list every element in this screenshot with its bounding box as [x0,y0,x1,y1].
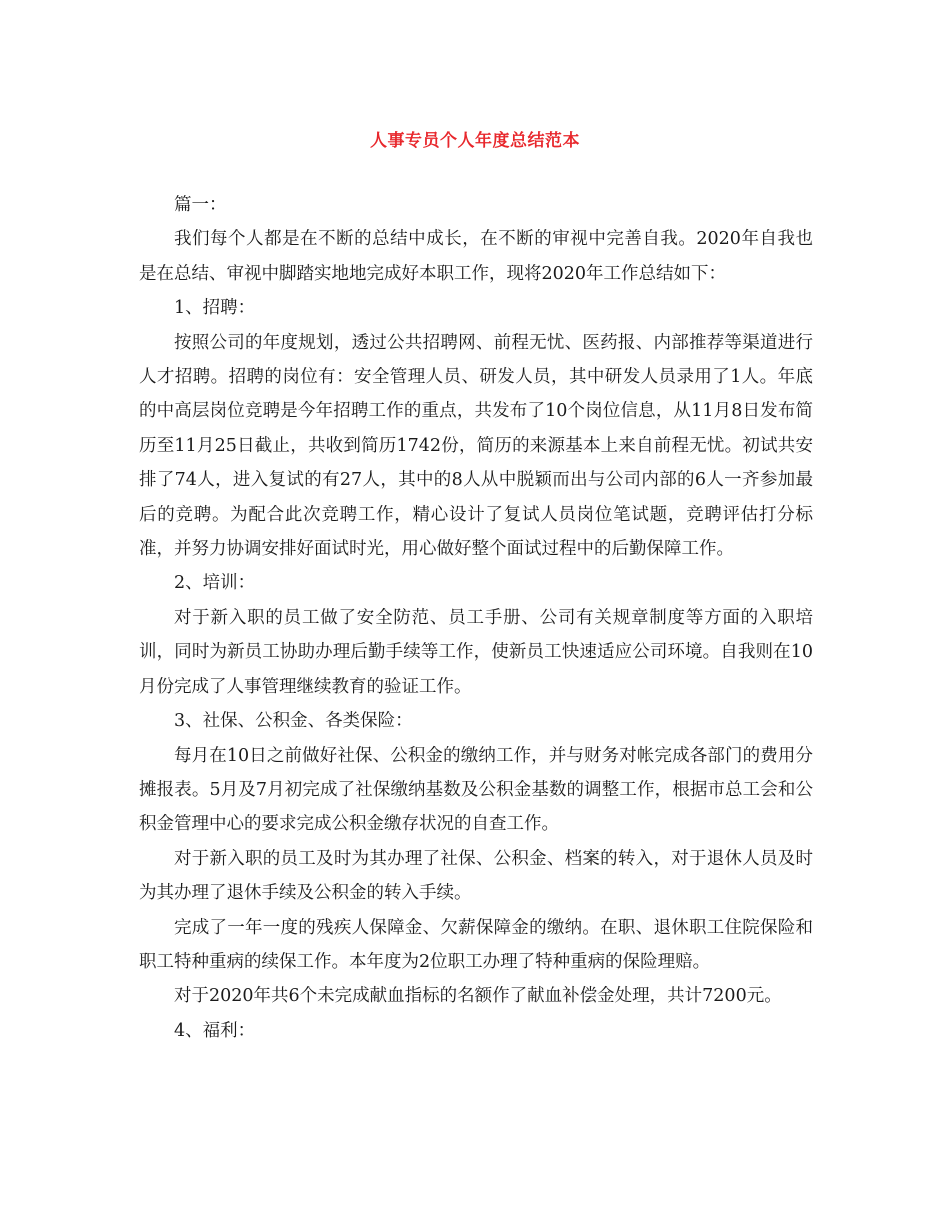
paragraph-insurance-monthly: 每月在10日之前做好社保、公积金的缴纳工作，并与财务对帐完成各部门的费用分摊报表。5月及7月初完成了社保缴纳基数及公积金基数的调整工作，根据市总工会和公积金管理中心的要求完成公积金缴存状况的自查工作。 [139,745,813,835]
document-title: 人事专员个人年度总结范本 [370,131,580,151]
heading-insurance: 3、社保、公积金、各类保险： [174,711,413,732]
paragraph-insurance-new-staff: 对于新入职的员工及时为其办理了社保、公积金、档案的转入，对于退休人员及时为其办理了退休手续及公积金的转入手续。 [139,848,813,904]
paragraph-training: 对于新入职的员工做了安全防范、员工手册、公司有关规章制度等方面的入职培训，同时为新员工协助办理后勤手续等工作，使新员工快速适应公司环境。自我则在10月份完成了人事管理继续教育的验证工作。 [139,607,813,697]
document-body [139,188,813,1048]
heading-welfare: 4、福利： [174,1020,256,1041]
heading-training: 2、培训： [174,573,256,594]
paragraph-intro: 我们每个人都是在不断的总结中成长，在不断的审视中完善自我。2020年自我也是在总结、审视中脚踏实地地完成好本职工作，现将2020年工作总结如下： [139,229,813,284]
paragraph-insurance-annual: 完成了一年一度的残疾人保障金、欠薪保障金的缴纳。在职、退休职工住院保险和职工特种重病的续保工作。本年度为2位职工办理了特种重病的保险理赔。 [139,917,813,972]
paragraph-section-label: 篇一： [174,195,227,215]
paragraph-blood-donation: 对于2020年共6个未完成献血指标的名额作了献血补偿金处理，共计7200元。 [174,986,782,1007]
heading-recruitment: 1、招聘： [174,298,256,319]
paragraph-recruitment: 按照公司的年度规划，透过公共招聘网、前程无忧、医药报、内部推荐等渠道进行人才招聘。招聘的岗位有：安全管理人员、研发人员，其中研发人员录用了1人。年底的中高层岗位竞聘是今年招聘工作的重点，共发布了10个岗位信息，从11月8日发布简历至11月25日截止，共收到简历1742份，简历的来源基本上来自前程无忧。初试共安排了74人，进入复试的有27人，其中的8人从中脱颖而出与公司内部的6人一齐参加最后的竞聘。为配合此次竞聘工作，精心设计了复试人员岗位笔试题，竞聘评估打分标准，并努力协调安排好面试时光，用心做好整个面试过程中的后勤保障工作。 [139,332,813,560]
